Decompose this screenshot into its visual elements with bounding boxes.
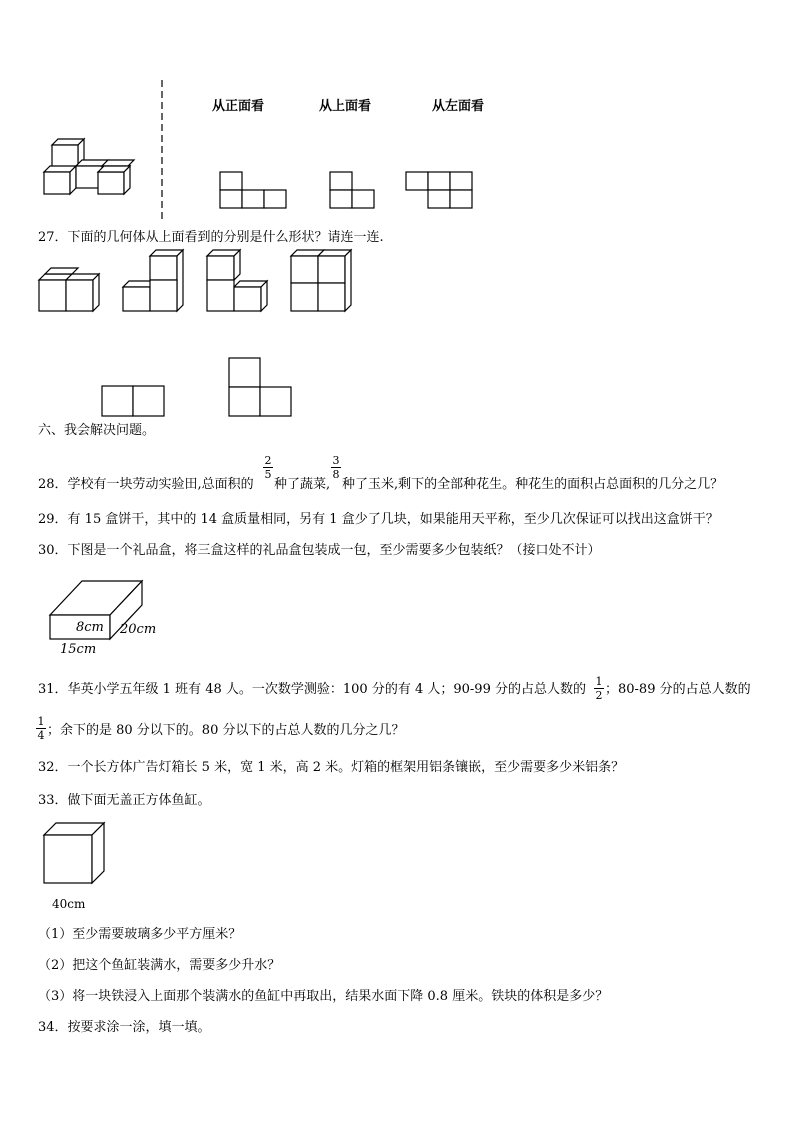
fraction-1-2: 1 2 (595, 675, 603, 702)
question-30: 30．下图是一个礼品盒，将三盒这样的礼品盒包装成一包，至少需要多少包装纸？（接口处不计） (38, 543, 601, 558)
view-label-top: 从上面看 (319, 99, 372, 114)
question-34: 34．按要求涂一涂，填一填。 (38, 1020, 211, 1035)
solid-1 (38, 243, 103, 315)
view-label-front: 从正面看 (212, 99, 265, 114)
fraction-1-4: 1 4 (37, 715, 45, 742)
top-shape-l (229, 358, 295, 420)
question-28-part1: 28．学校有一块劳动实验田,总面积的 (38, 477, 254, 492)
question-29: 29．有 15 盒饼干，其中的 14 盒质量相同，另有 1 盒少了几块，如果能用天平称，至少几次保证可以找出这盒饼干？ (38, 512, 719, 527)
section-title: 六、我会解决问题。 (38, 423, 156, 438)
cube-edge-label: 40cm (52, 897, 86, 911)
question-28-part3: 种了玉米,剩下的全部种花生。种花生的面积占总面积的几分之几？ (342, 477, 724, 492)
question-33-3: （3）将一块铁浸入上面那个装满水的鱼缸中再取出，结果水面下降 0.8 厘米。铁块的体积是多少？ (38, 989, 609, 1004)
question-33-1: （1）至少需要玻璃多少平方厘米？ (38, 927, 242, 942)
top-view-grid (330, 172, 380, 212)
dashed-divider (160, 80, 164, 222)
view-label-left: 从左面看 (432, 99, 485, 114)
question-32: 32．一个长方体广告灯箱长 5 米，宽 1 米，高 2 米。灯箱的框架用铝条镶嵌，至少需要多少米铝条？ (38, 760, 625, 775)
fish-tank-cube (42, 821, 108, 887)
box-depth-label: 20cm (120, 622, 157, 637)
question-27: 27．下面的几何体从上面看到的分别是什么形状？请连一连. (38, 230, 384, 245)
box-length-label: 15cm (60, 642, 97, 657)
question-31-line2: ；余下的是 80 分以下的。80 分以下的占总人数的几分之几？ (47, 723, 405, 738)
question-28-part2: 种了蔬菜, (274, 477, 331, 492)
question-33-2: （2）把这个鱼缸装满水，需要多少升水？ (38, 958, 281, 973)
front-view-grid (220, 172, 290, 212)
fraction-3-8: 3 8 (332, 454, 340, 481)
question-31-line1b: ；80-89 分的占总人数的 (605, 682, 751, 697)
left-view-grid (406, 172, 476, 212)
question-31-line1: 31．华英小学五年级 1 班有 48 人。一次数学测验：100 分的有 4 人；90-99 分的占总人数的 (38, 682, 586, 697)
box-height-label: 8cm (76, 620, 104, 635)
solid-4 (290, 243, 355, 315)
top-shape-two-squares (102, 386, 168, 420)
cube-stack-figure (40, 135, 140, 200)
question-33: 33．做下面无盖正方体鱼缸。 (38, 793, 211, 808)
solid-2 (122, 243, 187, 315)
fraction-2-5: 2 5 (264, 454, 272, 481)
solid-3 (206, 243, 271, 315)
